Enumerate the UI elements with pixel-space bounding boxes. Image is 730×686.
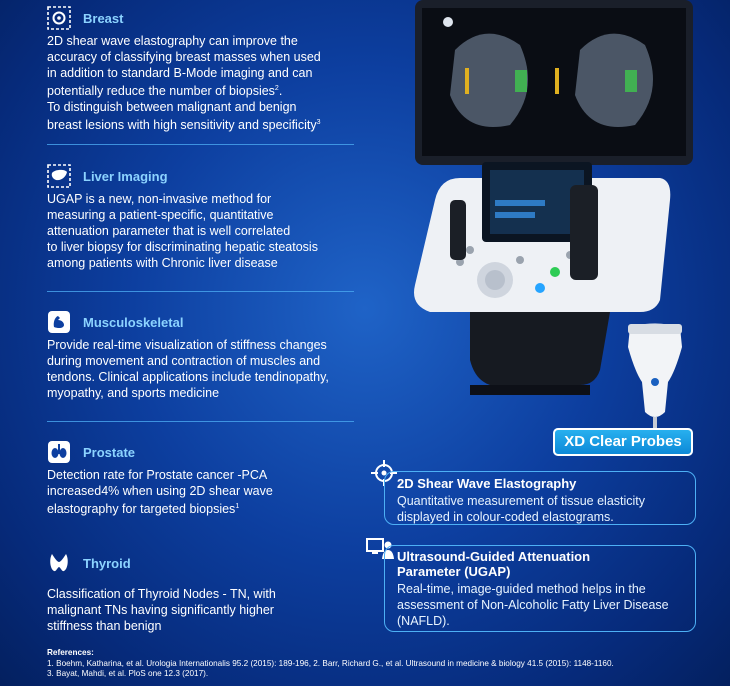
feature-ugap — [384, 545, 696, 632]
divider — [47, 421, 354, 422]
reference-line: 1. Boehm, Katharina, et al. Urologia Internationalis 95.2 (2015): 189-196, 2. Barr, Richard G., et al. Ultrasound in medicine & biology 41.5 (2015): 1148-1160. — [47, 658, 614, 668]
section-text: Classification of Thyroid Nodes - TN, with malignant TNs having significantly higher stiffness than benign — [47, 587, 276, 633]
references-title: References: — [47, 648, 94, 657]
feature-title: Ultrasound-Guided Attenuation Parameter (UGAP) — [397, 549, 591, 579]
section-text: Detection rate for Prostate cancer -PCA increased4% when using 2D shear wave elastography for targeted biopsies$^1$ — [47, 468, 273, 517]
section-thyroid — [47, 550, 362, 634]
xd-clear-probes-badge: XD Clear Probes — [553, 428, 693, 456]
probe-image — [620, 322, 690, 432]
section-musculoskeletal — [47, 309, 362, 401]
section-text: UGAP is a new, non-invasive method for measuring a patient-specific, quantitative attenuation parameter that is well correlated to liver biopsy for discriminating hepatic steatosis among patients with Chronic liver disease — [47, 192, 318, 270]
feature-text: Real-time, image-guided method helps in the assessment of Non-Alcoholic Fatty Liver Disease (NAFLD). — [397, 582, 669, 628]
section-title: Thyroid — [83, 555, 131, 571]
divider — [47, 291, 354, 292]
feature-text: Quantitative measurement of tissue elasticity displayed in colour-coded elastograms. — [397, 494, 646, 524]
thyroid-icon — [47, 551, 71, 575]
section-title: Liver Imaging — [83, 168, 168, 184]
section-title: Musculoskeletal — [83, 314, 184, 330]
feature-shear-wave — [384, 471, 696, 525]
muscle-arm-icon — [47, 310, 71, 334]
section-title: Breast — [83, 10, 124, 26]
liver-scan-icon — [47, 164, 71, 188]
references — [47, 648, 614, 680]
feature-title: 2D Shear Wave Elastography — [397, 476, 577, 491]
section-prostate — [47, 439, 362, 517]
section-breast — [47, 5, 362, 133]
reference-line: 3. Bayat, Mahdi, et al. PloS one 12.3 (2017). — [47, 669, 209, 678]
divider — [47, 144, 354, 145]
section-text: Provide real-time visualization of stiffness changes during movement and contraction of muscles and tendons. Clinical applications include tendinopathy, myopathy, and sports medicine — [47, 338, 329, 400]
prostate-icon — [47, 440, 71, 464]
section-liver — [47, 163, 362, 271]
breast-scan-icon — [47, 6, 71, 30]
section-title: Prostate — [83, 444, 136, 460]
section-text: 2D shear wave elastography can improve the accuracy of classifying breast masses when used in addition to standard B-Mode imaging and can potentially reduce the number of biopsies$^2$. To distinguish between malignant and benign breast lesions with high sensitivity and specificity$^3$ — [47, 34, 321, 133]
